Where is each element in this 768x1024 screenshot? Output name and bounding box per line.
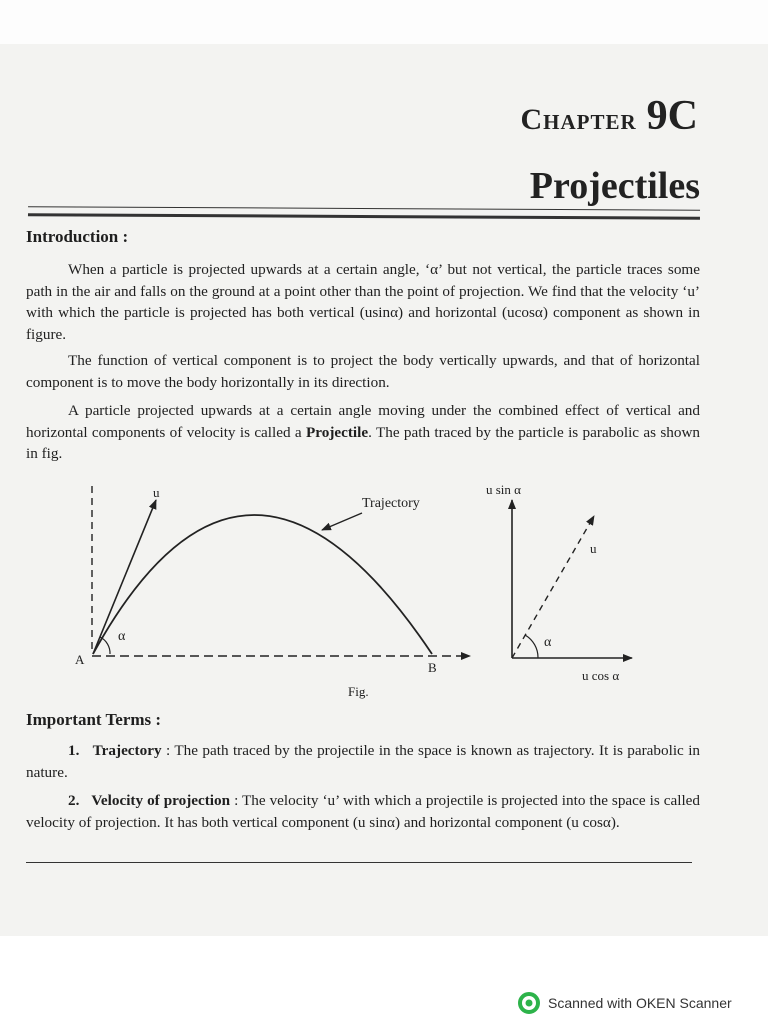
- label-trajectory: Trajectory: [362, 496, 420, 511]
- bottom-divider: [26, 862, 692, 863]
- intro-paragraph-3-end: . The path traced by the particle is parabolic as shown in fig.: [26, 423, 701, 462]
- angle-arc-right: [525, 635, 538, 658]
- label-point-b: B: [428, 660, 437, 675]
- label-u-left: u: [153, 485, 160, 500]
- label-u-right: u: [590, 541, 597, 556]
- term-item-1: [26, 740, 700, 783]
- term-1-number: 1.: [68, 742, 80, 759]
- intro-paragraph-1-text: When a particle is projected upwards at a certain angle, ‘α’ but not vertical, the particle traces some path in the air and falls on the ground at a point other than the point of projection. We find that the velocity ‘u’ with which the particle is projected has both vertical (usinα) and horizontal (ucosα) component as shown in figure.: [26, 261, 700, 343]
- page-title: Projectiles: [529, 165, 700, 207]
- term-item-2: [26, 790, 700, 833]
- scanner-text: Scanned with OKEN Scanner: [548, 995, 732, 1011]
- term-2-name: Velocity of projection: [91, 792, 231, 809]
- projectile-term: Projectile: [305, 423, 369, 441]
- chapter-number: 9C: [646, 93, 698, 139]
- label-alpha-right: α: [544, 635, 552, 650]
- term-1-text: : The path traced by the projectile in the space is known as trajectory. It is parabolic in nature.: [26, 742, 701, 781]
- intro-paragraph-3-start: A particle projected upwards at a certain angle moving under the combined effect of vertical and horizontal components of velocity is called a: [26, 402, 700, 441]
- term-2-text: : The velocity ‘u’ with which a projectile is projected into the space is called velocity of projection. It has both vertical component (u sinα) and horizontal component (u cosα).: [26, 792, 701, 831]
- label-alpha-left: α: [118, 629, 126, 644]
- term-2-number: 2.: [68, 792, 80, 809]
- trajectory-pointer-arrow: [322, 513, 362, 530]
- important-terms-heading: Important Terms :: [26, 710, 162, 729]
- label-u-cos: u cos α: [582, 668, 620, 683]
- label-u-sin: u sin α: [486, 482, 521, 497]
- term-1-name: Trajectory: [92, 742, 162, 759]
- figure-caption: Fig.: [348, 684, 369, 699]
- introduction-heading: Introduction :: [26, 227, 129, 246]
- trajectory-curve: [93, 515, 432, 654]
- oken-scanner-logo-icon: [518, 992, 540, 1014]
- scanner-watermark: [518, 992, 732, 1014]
- intro-paragraph-2-text: The function of vertical component is to project the body vertically upwards, and that of horizontal component is to move the body horizontally in its direction.: [26, 352, 700, 391]
- chapter-word: Chapter: [520, 103, 637, 136]
- label-point-a: A: [75, 652, 85, 667]
- resultant-velocity-arrow: [512, 516, 594, 658]
